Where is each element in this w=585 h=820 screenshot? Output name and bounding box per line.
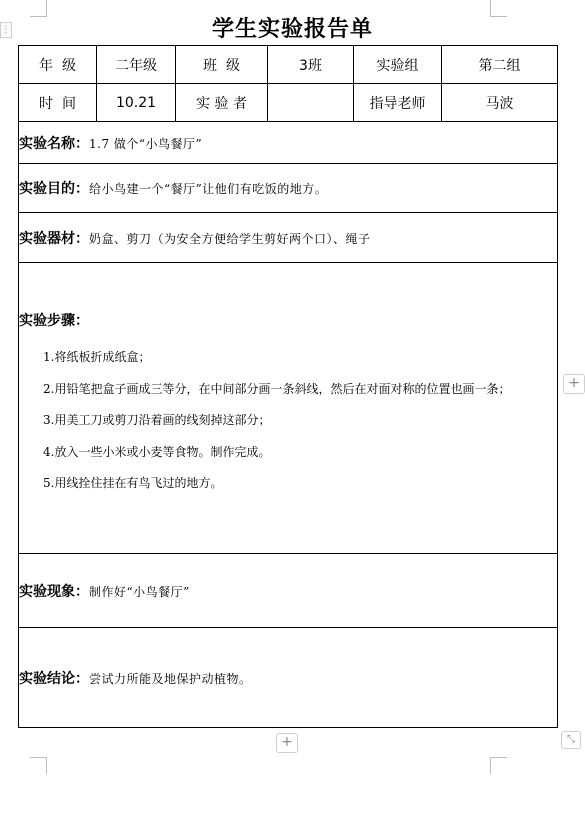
steps-row <box>19 263 558 554</box>
equipment-row <box>19 213 558 263</box>
resize-icon[interactable]: ⤡ <box>561 731 581 749</box>
page-corner-mark <box>30 757 47 774</box>
equipment-label: 实验器材： <box>19 230 89 247</box>
purpose-row <box>19 164 558 213</box>
purpose-value: 给小鸟建一个“餐厅”让他们有吃饭的地方。 <box>89 182 328 196</box>
report-table <box>18 45 558 728</box>
steps-label: 实验步骤： <box>19 313 89 330</box>
header-row <box>19 84 558 122</box>
purpose-label: 实验目的： <box>19 181 89 197</box>
page-title: 学生实验报告单 <box>211 16 373 42</box>
header-row <box>19 46 558 84</box>
phenomenon-label: 实验现象： <box>19 583 89 600</box>
add-column-plus-icon[interactable]: + <box>563 374 585 394</box>
conclusion-value: 尝试力所能及地保护动植物。 <box>89 671 252 686</box>
name-cell[interactable] <box>19 122 558 164</box>
phenomenon-value: 制作好“小鸟餐厅” <box>89 584 190 599</box>
add-row-plus-icon[interactable]: + <box>276 733 298 753</box>
drag-handle-icon[interactable]: ⋮ <box>0 22 12 38</box>
steps-list <box>43 348 557 506</box>
experimenter-value[interactable] <box>268 84 354 122</box>
step-item: 1.将纸板折成纸盒； <box>43 350 151 365</box>
page-corner-mark <box>490 757 507 774</box>
step-item: 5.用线拴住挂在有鸟飞过的地方。 <box>43 476 223 491</box>
step-item: 4.放入一些小米或小麦等食物。制作完成。 <box>43 444 271 459</box>
conclusion-label: 实验结论： <box>19 670 89 687</box>
steps-cell[interactable] <box>19 263 558 554</box>
group-value[interactable]: 第二组 <box>442 46 558 84</box>
class-label: 班 级 <box>176 46 268 84</box>
step-item: 2.用铅笔把盒子画成三等分，在中间部分画一条斜线，然后在对面对称的位置也画一条； <box>43 381 511 396</box>
phenomenon-row <box>19 554 558 628</box>
grade-value[interactable]: 二年级 <box>97 46 176 84</box>
step-item: 3.用美工刀或剪刀沿着画的线刻掉这部分； <box>43 413 271 428</box>
teacher-label: 指导老师 <box>354 84 442 122</box>
phenomenon-cell[interactable] <box>19 554 558 628</box>
teacher-value[interactable]: 马波 <box>442 84 558 122</box>
group-label: 实验组 <box>354 46 442 84</box>
equipment-cell[interactable] <box>19 213 558 263</box>
purpose-cell[interactable] <box>19 164 558 213</box>
name-row <box>19 122 558 164</box>
name-label: 实验名称： <box>19 135 89 152</box>
experimenter-label: 实 验 者 <box>176 84 268 122</box>
grade-label: 年 级 <box>19 46 97 84</box>
equipment-value: 奶盒、剪刀（为安全方便给学生剪好两个口）、绳子 <box>89 231 371 246</box>
conclusion-row <box>19 628 558 728</box>
name-value: 1.7 做个“小鸟餐厅” <box>89 136 203 151</box>
conclusion-cell[interactable] <box>19 628 558 728</box>
time-label: 时 间 <box>19 84 97 122</box>
class-value[interactable]: 3班 <box>268 46 354 84</box>
time-value[interactable]: 10.21 <box>97 84 176 122</box>
